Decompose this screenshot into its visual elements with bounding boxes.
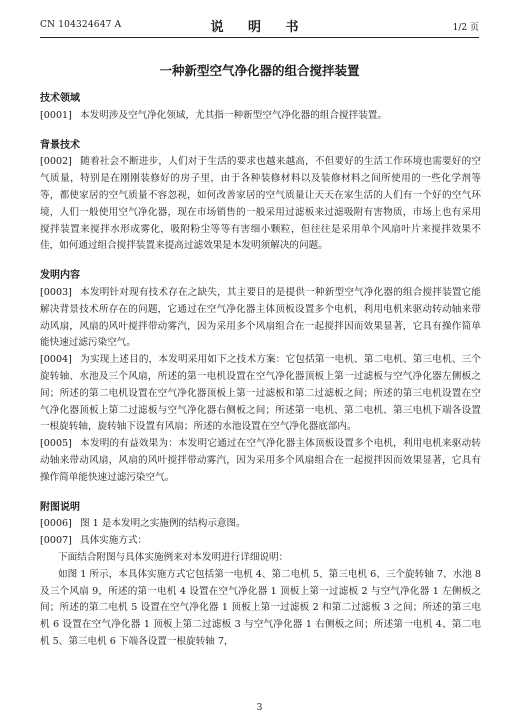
page-number: 3 xyxy=(256,703,263,713)
paragraph-number: [0004] xyxy=(40,354,72,366)
section-heading-technical-field: 技术领域 xyxy=(40,93,80,104)
header-rule xyxy=(40,37,479,38)
paragraph-number: [0005] xyxy=(40,438,72,450)
paragraph-number: [0007] xyxy=(40,535,72,547)
document-title: 一种新型空气净化器的组合搅拌装置 xyxy=(159,63,360,78)
paragraph-0002 xyxy=(40,154,481,255)
page-header xyxy=(40,16,479,36)
paragraph-number: [0002] xyxy=(40,156,72,168)
paragraph-text: 图 1 是本发明之实施例的结构示意图。 xyxy=(80,518,246,530)
paragraph-text: 本发明涉及空气净化领域，尤其指一种新型空气净化器的组合搅拌装置。 xyxy=(80,109,387,121)
section-heading-drawings: 附图说明 xyxy=(40,501,80,513)
paragraph-number: [0001] xyxy=(40,109,72,121)
paragraph-text: 随着社会不断进步，人们对于生活的要求也越来越高，不但要好的生活工作环境也需要好的空气质量，特别是在刚刚装修好的房子里，由于各种装修材料以及装修材料之间所使用的一些化学剂等等，都使家居的空气质量不容忽视，如何改善家居的空气质量让天天在家生活的人们有一个好的空气环境，人们一般使用空气净化器，现在市场销售的一般采用过滤板来过滤吸附有害物质，市场上也有采用搅拌装置来搅拌水形成雾化，吸附粉尘等等有害细小颗粒，但往往是采用单个风扇叶片来搅拌效果不佳，如何通过组合搅拌装置来提高过滤效果是本发明须解决的问题。 xyxy=(40,156,481,252)
paragraph-number: [0006] xyxy=(40,518,72,530)
paragraph-text: 为实现上述目的，本发明采用如下之技术方案：它包括第一电机、第二电机、第三电机、三个旋转轴、水池及三个风扇，所述的第一电机设置在空气净化器顶板上第一过滤板与空气净化器左侧板之间；所述的第二电机设置在空气净化器顶板上第一过滤板和第二过滤板之间；所述的第三电机设置在空气净化器顶板上第二过滤板与空气净化器右侧板之间；所述第一电机、第二电机、第三电机下端各设置一根旋转轴，旋转轴下设置有风扇；所述的水池设置在空气净化器底部内。 xyxy=(40,354,481,433)
paragraph-0007 xyxy=(40,533,481,550)
paragraph-0001 xyxy=(40,108,481,125)
paragraph-0004 xyxy=(40,352,481,436)
embodiment-detail: 如图 1 所示，本具体实施方式它包括第一电机 4、第二电机 5、第三电机 6、三个旋转轴 7、水池 8 及三个风扇 9，所述的第一电机 4 设置在空气净化器 1 顶板上第一过滤板 2 与空气净化器 1 左侧板之间；所述的第二电机 5 设置在空气净化器 1 顶板上第一过滤板 2 和第二过滤板 3 之间；所述的第三电机 6 设置在空气净化器 1 顶板上第二过滤板 3 与空气净化器 1 右侧板之间；所述第一电机 4、第二电机 5、第三电机 6 下端各设置一根旋转轴 7， xyxy=(40,568,481,647)
document-body xyxy=(40,91,481,651)
paragraph-number: [0003] xyxy=(40,286,72,298)
patent-number: CN 104324647 A xyxy=(40,20,122,30)
section-heading-summary: 发明内容 xyxy=(40,270,80,282)
paragraph-0003 xyxy=(40,285,481,352)
paragraph-0005 xyxy=(40,436,481,486)
section-heading-background: 背景技术 xyxy=(40,139,80,151)
paragraph-text: 本发明的有益效果为：本发明它通过在空气净化器主体顶板设置多个电机，利用电机来驱动转动轴来带动风扇，风扇的风叶搅拌带动雾汽，因为采用多个风扇组合在一起搅拌因而效果显著，它具有操作简单能快速过滤污染空气。 xyxy=(40,438,481,483)
paragraph-text: 本发明针对现有技术存在之缺失，其主要目的是提供一种新型空气净化器的组合搅拌装置它能解决背景技术所存在的问题，它通过在空气净化器主体顶板设置多个电机，利用电机来驱动转动轴来带动风扇，风扇的风叶搅拌带动雾汽，因为采用多个风扇组合在一起搅拌因而效果显著，它具有操作简单能快速过滤污染空气。 xyxy=(40,286,481,349)
paragraph-text: 具体实施方式： xyxy=(80,535,148,547)
page-indicator: 1/2 页 xyxy=(452,23,479,33)
paragraph-0006 xyxy=(40,516,481,533)
document-type: 说 明 书 xyxy=(210,20,309,35)
embodiment-intro: 下面结合附图与具体实施例来对本发明进行详细说明： xyxy=(58,551,289,563)
